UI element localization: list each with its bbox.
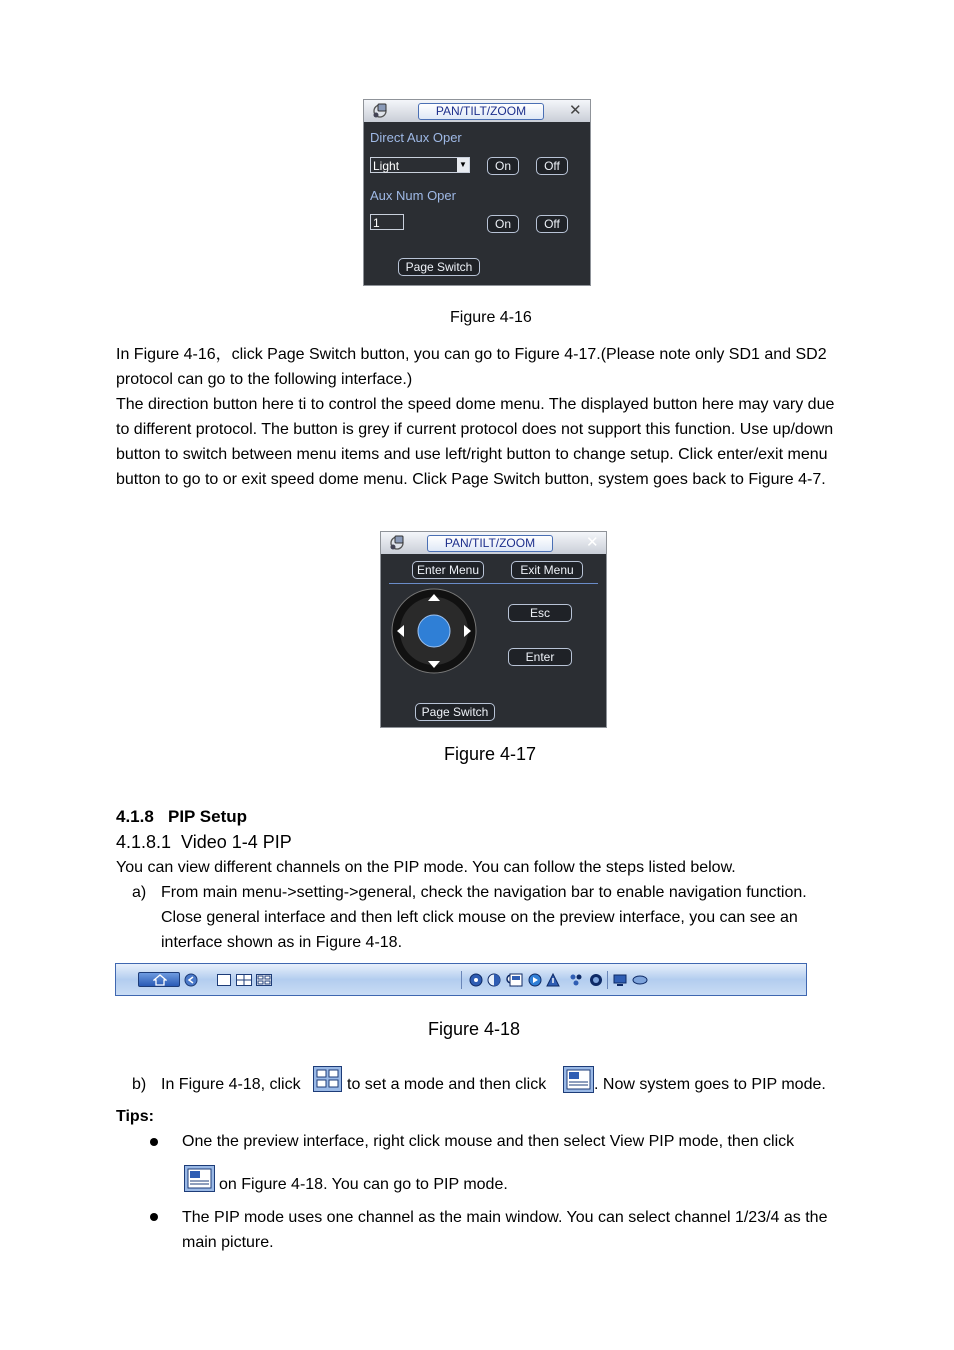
tip1-line2: on Figure 4-18. You can go to PIP mode. (219, 1176, 508, 1193)
close-icon[interactable]: ✕ (569, 102, 582, 119)
toolbar-divider (607, 971, 608, 989)
divider (389, 583, 598, 584)
light-select-value: Light (373, 159, 400, 173)
light-on-button[interactable]: On (487, 157, 519, 175)
chevron-down-icon[interactable]: ▼ (457, 158, 469, 172)
exit-menu-button[interactable]: Exit Menu (511, 561, 583, 579)
bullet-dot (150, 1213, 158, 1221)
dialog-titlebar (381, 532, 606, 554)
back-icon[interactable] (184, 973, 198, 987)
dialog-titlebar (364, 100, 590, 122)
home-button[interactable] (138, 972, 180, 987)
play-icon[interactable] (528, 973, 542, 987)
ptz-dialog-menu (380, 531, 607, 728)
tips-label: Tips: (116, 1108, 154, 1125)
network-icon[interactable] (569, 973, 583, 987)
home-icon (153, 974, 167, 986)
multi-view-icon[interactable] (313, 1066, 342, 1092)
tip2-text: The PIP mode uses one channel as the main window. You can select channel 1/23/4 as the main picture. (182, 1209, 828, 1251)
monitor-icon[interactable] (613, 973, 627, 987)
direct-aux-label: Direct Aux Oper (370, 130, 462, 145)
step-b-marker: b) (132, 1076, 147, 1093)
alarm-icon[interactable] (546, 973, 560, 987)
navigation-bar (115, 963, 807, 996)
step-a-marker: a) (132, 884, 147, 901)
ptz-control-icon[interactable] (469, 973, 483, 987)
esc-button[interactable]: Esc (508, 604, 572, 622)
multi-view-icon[interactable] (256, 974, 272, 986)
figure-caption-18: Figure 4-18 (428, 1019, 521, 1039)
aux-on-button[interactable]: On (487, 215, 519, 233)
enter-menu-button[interactable]: Enter Menu (412, 561, 484, 579)
step-b-text-1: In Figure 4-18, click (161, 1076, 301, 1093)
figure-caption-16: Figure 4-16 (450, 309, 532, 326)
pip-icon[interactable] (563, 1066, 594, 1093)
figure-caption-17: Figure 4-17 (444, 744, 537, 764)
bullet-dot (150, 1138, 158, 1146)
quad-view-icon[interactable] (236, 974, 252, 986)
record-icon[interactable] (509, 973, 523, 987)
step-a-text: From main menu->setting->general, check the navigation bar to enable navigation function. Close general interface and then left click mouse on the preview interface, you can see an interface shown as in Figure 4-18. (161, 884, 807, 951)
tip1-line1: One the preview interface, right click mouse and then select View PIP mode, then click (182, 1133, 795, 1150)
step-b-text-3: . Now system goes to PIP mode. (594, 1076, 826, 1093)
dialog-title: PAN/TILT/ZOOM (427, 535, 553, 552)
ptz-logo-icon (387, 534, 407, 552)
single-view-icon[interactable] (217, 974, 231, 986)
step-b-text-2: to set a mode and then click (347, 1076, 547, 1093)
subsection-heading: 4.1.8.1 Video 1-4 PIP (116, 832, 292, 852)
enter-button[interactable]: Enter (508, 648, 572, 666)
page-switch-button[interactable]: Page Switch (415, 703, 495, 721)
dialog-title: PAN/TILT/ZOOM (418, 103, 544, 120)
paragraph-direction-button: The direction button here ti to control the speed dome menu. The displayed button here may vary due to different protocol. The button is grey if current protocol does not support this function. Use up/down button to switch between menu items and use left/right button to change setup. Click enter/exit menu button to go to or exit speed dome menu. Click Page Switch button, system goes back to Figure 4-7. (116, 396, 835, 488)
aux-num-input[interactable]: 1 (370, 214, 404, 230)
direction-joystick[interactable] (391, 588, 477, 674)
page-switch-button[interactable]: Page Switch (398, 258, 480, 276)
color-setting-icon[interactable] (487, 973, 501, 987)
aux-num-label: Aux Num Oper (370, 188, 456, 203)
aux-off-button[interactable]: Off (536, 215, 568, 233)
intro-text: You can view different channels on the PIP mode. You can follow the steps listed below. (116, 859, 736, 876)
section-heading: 4.1.8 PIP Setup (116, 807, 248, 826)
toolbar-divider (461, 971, 462, 989)
close-icon[interactable]: ✕ (586, 534, 599, 551)
ptz-logo-icon (370, 102, 390, 120)
hdd-icon[interactable] (589, 973, 603, 987)
paragraph-page-switch: In Figure 4-16，click Page Switch button, you can go to Figure 4-17.(Please note only SD1 and SD2 protocol can go to the following interface.) (116, 346, 827, 388)
pip-icon[interactable] (184, 1165, 215, 1192)
light-off-button[interactable]: Off (536, 157, 568, 175)
light-select[interactable] (370, 157, 470, 173)
ptz-dialog-aux (363, 99, 591, 286)
shutdown-icon[interactable] (632, 974, 648, 986)
